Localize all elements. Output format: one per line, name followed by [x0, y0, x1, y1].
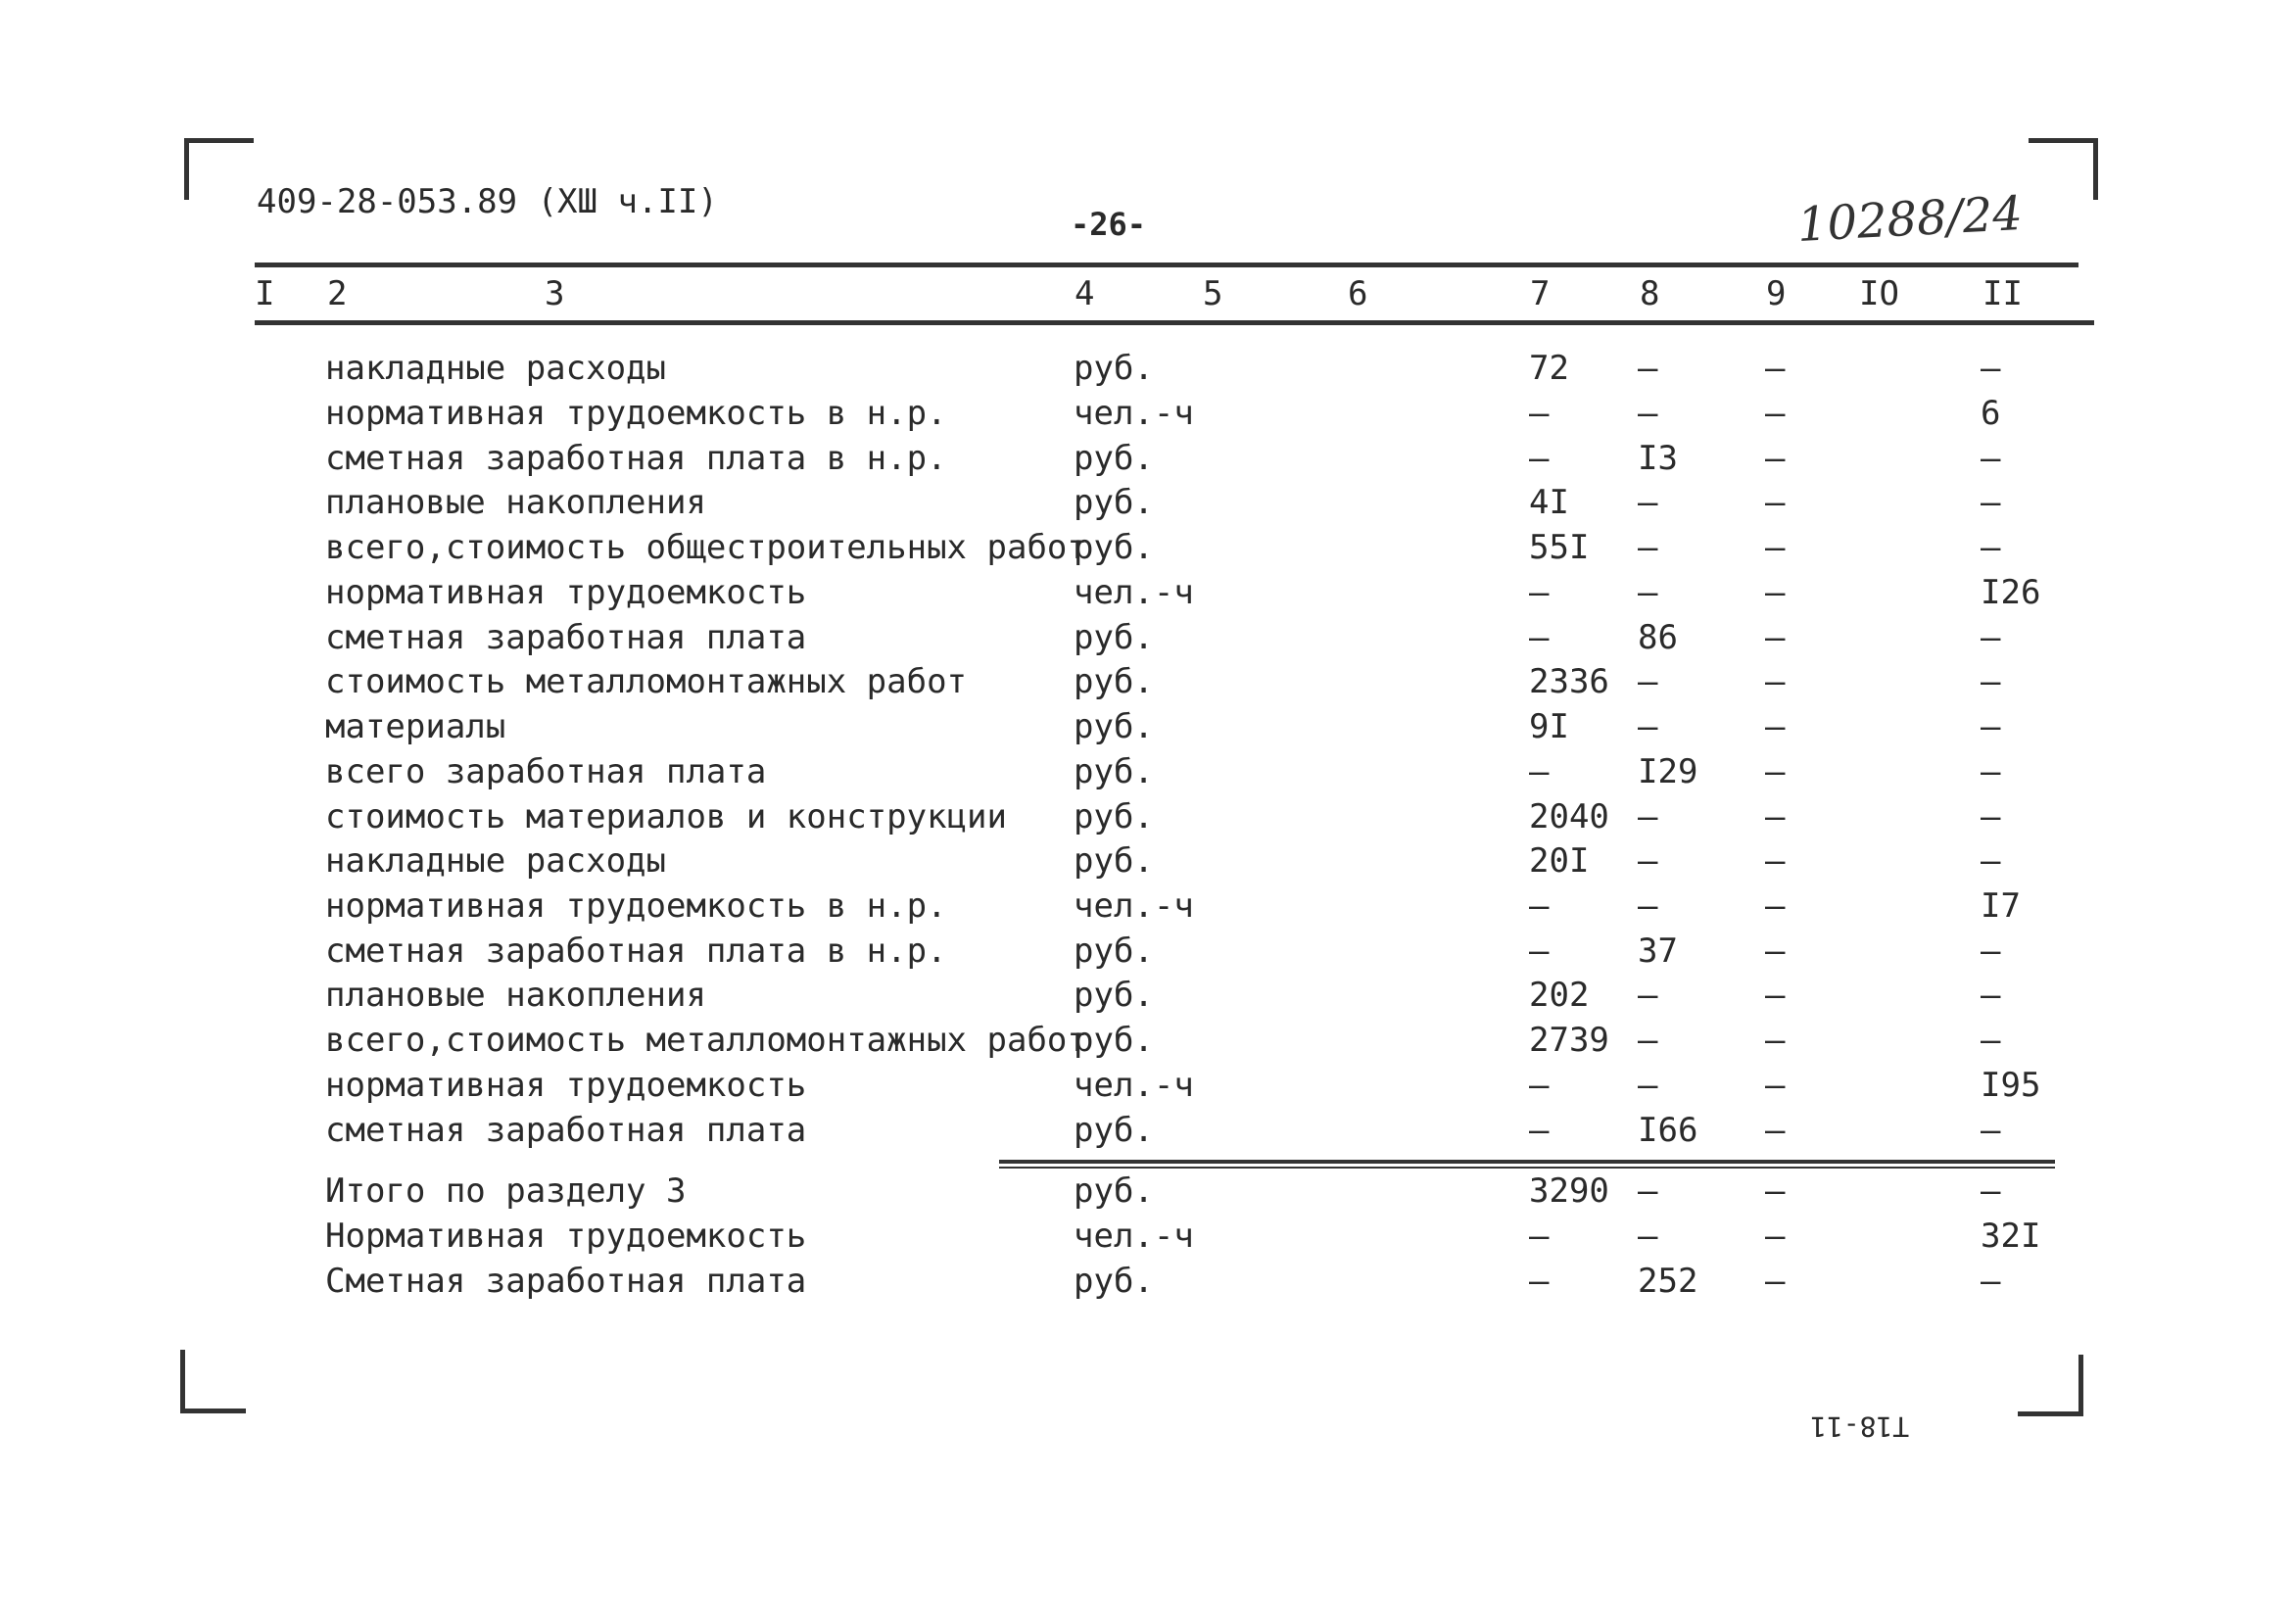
row-name: всего заработная плата [325, 752, 767, 791]
row-col11: – [1981, 841, 2001, 881]
row-name: накладные расходы [325, 841, 666, 881]
row-col7: 2739 [1529, 1021, 1609, 1060]
row-col8: – [1638, 707, 1658, 746]
row-name: сметная заработная плата [325, 1111, 807, 1150]
table-row [0, 705, 2293, 748]
row-col7: 72 [1529, 349, 1569, 388]
row-col7: – [1529, 886, 1550, 926]
column-header-5: 5 [1203, 274, 1223, 313]
table-row [0, 1109, 2293, 1152]
table-row [0, 1064, 2293, 1107]
row-col8: I66 [1638, 1111, 1698, 1150]
row-col11: – [1981, 483, 2001, 522]
totals-col9: – [1765, 1171, 1786, 1211]
column-header-8: 8 [1640, 274, 1660, 313]
table-row [0, 571, 2293, 614]
column-header-11: II [1982, 274, 2023, 313]
row-col7: – [1529, 931, 1550, 971]
totals-col11: – [1981, 1171, 2001, 1211]
row-col9: – [1765, 573, 1786, 612]
row-col9: – [1765, 931, 1786, 971]
row-name: плановые накопления [325, 976, 706, 1015]
row-col8: I29 [1638, 752, 1698, 791]
row-col9: – [1765, 1021, 1786, 1060]
row-name: нормативная трудоемкость в н.р. [325, 886, 947, 926]
row-unit: руб. [1074, 707, 1154, 746]
row-col11: I95 [1981, 1066, 2041, 1105]
column-header-3: 3 [545, 274, 565, 313]
row-col11: – [1981, 662, 2001, 701]
row-col8: – [1638, 976, 1658, 1015]
column-header-9: 9 [1766, 274, 1787, 313]
table-row [0, 750, 2293, 793]
totals-col9: – [1765, 1217, 1786, 1256]
row-name: всего,стоимость общестроительных работ [325, 528, 1087, 567]
row-name: сметная заработная плата в н.р. [325, 439, 947, 478]
table-row [0, 974, 2293, 1017]
row-col11: – [1981, 976, 2001, 1015]
row-col11: I7 [1981, 886, 2021, 926]
table-row [0, 347, 2293, 390]
table-row [0, 392, 2293, 435]
row-name: стоимость материалов и конструкции [325, 797, 1007, 836]
totals-row [0, 1170, 2293, 1213]
table-row [0, 884, 2293, 928]
row-col9: – [1765, 528, 1786, 567]
row-unit: руб. [1074, 662, 1154, 701]
table-row [0, 795, 2293, 838]
row-col7: – [1529, 439, 1550, 478]
row-col7: – [1529, 1066, 1550, 1105]
table-row [0, 930, 2293, 973]
row-name: нормативная трудоемкость [325, 573, 807, 612]
row-col11: – [1981, 797, 2001, 836]
row-col11: – [1981, 439, 2001, 478]
frame-corner-bottom-left [180, 1350, 246, 1413]
column-header-1: I [255, 274, 275, 313]
column-header-4: 4 [1075, 274, 1095, 313]
table-header-bottom-rule [255, 320, 2094, 325]
row-name: плановые накопления [325, 483, 706, 522]
row-name: всего,стоимость металломонтажных работ [325, 1021, 1087, 1060]
totals-row [0, 1215, 2293, 1258]
table-row [0, 616, 2293, 659]
row-name: материалы [325, 707, 506, 746]
totals-col7: – [1529, 1262, 1550, 1301]
totals-col7: 3290 [1529, 1171, 1609, 1211]
row-col8: – [1638, 662, 1658, 701]
totals-unit: чел.-ч [1074, 1217, 1194, 1256]
row-col9: – [1765, 797, 1786, 836]
row-col8: – [1638, 841, 1658, 881]
row-name: стоимость металломонтажных работ [325, 662, 968, 701]
totals-col8: 252 [1638, 1262, 1698, 1301]
row-col9: – [1765, 752, 1786, 791]
row-unit: чел.-ч [1074, 573, 1194, 612]
row-col9: – [1765, 439, 1786, 478]
row-col8: – [1638, 483, 1658, 522]
row-col11: 6 [1981, 394, 2001, 433]
row-col9: – [1765, 1066, 1786, 1105]
row-col11: – [1981, 349, 2001, 388]
row-unit: руб. [1074, 752, 1154, 791]
row-unit: руб. [1074, 1111, 1154, 1150]
row-name: сметная заработная плата [325, 618, 807, 657]
row-col9: – [1765, 976, 1786, 1015]
table-row [0, 839, 2293, 883]
row-col7: 55I [1529, 528, 1590, 567]
totals-col9: – [1765, 1262, 1786, 1301]
row-unit: руб. [1074, 439, 1154, 478]
row-name: нормативная трудоемкость [325, 1066, 807, 1105]
totals-col8: – [1638, 1217, 1658, 1256]
row-col11: – [1981, 528, 2001, 567]
row-col11: I26 [1981, 573, 2041, 612]
row-col8: – [1638, 1066, 1658, 1105]
row-col11: – [1981, 931, 2001, 971]
column-header-10: IO [1859, 274, 1899, 313]
row-col7: 20I [1529, 841, 1590, 881]
column-header-6: 6 [1348, 274, 1368, 313]
totals-separator-rule-2 [999, 1167, 2055, 1169]
row-unit: чел.-ч [1074, 394, 1194, 433]
footer-mark: T18-11 [1810, 1410, 1910, 1443]
row-unit: руб. [1074, 618, 1154, 657]
row-unit: руб. [1074, 931, 1154, 971]
totals-separator-rule [999, 1160, 2055, 1164]
row-col7: 2336 [1529, 662, 1609, 701]
row-unit: руб. [1074, 349, 1154, 388]
row-unit: чел.-ч [1074, 886, 1194, 926]
row-unit: руб. [1074, 797, 1154, 836]
row-col8: – [1638, 797, 1658, 836]
row-col9: – [1765, 841, 1786, 881]
row-col8: – [1638, 886, 1658, 926]
row-col8: I3 [1638, 439, 1678, 478]
table-row [0, 526, 2293, 569]
table-row [0, 481, 2293, 524]
row-col8: 86 [1638, 618, 1678, 657]
totals-unit: руб. [1074, 1262, 1154, 1301]
row-unit: руб. [1074, 528, 1154, 567]
row-col9: – [1765, 483, 1786, 522]
row-col8: – [1638, 394, 1658, 433]
row-name: сметная заработная плата в н.р. [325, 931, 947, 971]
row-unit: руб. [1074, 976, 1154, 1015]
document-code: 409-28-053.89 (ХШ ч.II) [257, 182, 718, 221]
row-name: накладные расходы [325, 349, 666, 388]
row-col8: 37 [1638, 931, 1678, 971]
row-col11: – [1981, 618, 2001, 657]
row-col11: – [1981, 707, 2001, 746]
row-col8: – [1638, 349, 1658, 388]
row-unit: руб. [1074, 483, 1154, 522]
totals-col11: 32I [1981, 1217, 2041, 1256]
totals-col11: – [1981, 1262, 2001, 1301]
table-row [0, 660, 2293, 703]
table-row [0, 437, 2293, 480]
totals-name: Нормативная трудоемкость [325, 1217, 807, 1256]
row-col7: – [1529, 752, 1550, 791]
totals-col7: – [1529, 1217, 1550, 1256]
row-col11: – [1981, 1021, 2001, 1060]
row-col7: – [1529, 1111, 1550, 1150]
row-name: нормативная трудоемкость в н.р. [325, 394, 947, 433]
row-col9: – [1765, 618, 1786, 657]
row-col11: – [1981, 752, 2001, 791]
totals-unit: руб. [1074, 1171, 1154, 1211]
row-col7: – [1529, 618, 1550, 657]
row-col9: – [1765, 707, 1786, 746]
row-col7: 202 [1529, 976, 1590, 1015]
row-unit: руб. [1074, 841, 1154, 881]
row-unit: чел.-ч [1074, 1066, 1194, 1105]
table-row [0, 1019, 2293, 1062]
frame-corner-top-left [184, 138, 254, 200]
row-col8: – [1638, 528, 1658, 567]
row-col7: – [1529, 573, 1550, 612]
table-top-rule [255, 263, 2078, 267]
column-header-2: 2 [327, 274, 348, 313]
row-col7: 9I [1529, 707, 1569, 746]
page-number: -26- [1071, 206, 1147, 243]
frame-corner-bottom-right [2018, 1355, 2083, 1416]
row-col9: – [1765, 394, 1786, 433]
frame-corner-top-right [2029, 138, 2098, 200]
row-col7: 2040 [1529, 797, 1609, 836]
row-col11: – [1981, 1111, 2001, 1150]
totals-col8: – [1638, 1171, 1658, 1211]
handwritten-number: 10288/24 [1795, 186, 2025, 253]
row-col8: – [1638, 573, 1658, 612]
row-col9: – [1765, 886, 1786, 926]
totals-name: Итого по разделу 3 [325, 1171, 687, 1211]
row-col7: 4I [1529, 483, 1569, 522]
row-unit: руб. [1074, 1021, 1154, 1060]
row-col8: – [1638, 1021, 1658, 1060]
row-col9: – [1765, 1111, 1786, 1150]
row-col7: – [1529, 394, 1550, 433]
totals-row [0, 1260, 2293, 1303]
row-col9: – [1765, 662, 1786, 701]
column-header-7: 7 [1530, 274, 1551, 313]
row-col9: – [1765, 349, 1786, 388]
totals-name: Сметная заработная плата [325, 1262, 807, 1301]
